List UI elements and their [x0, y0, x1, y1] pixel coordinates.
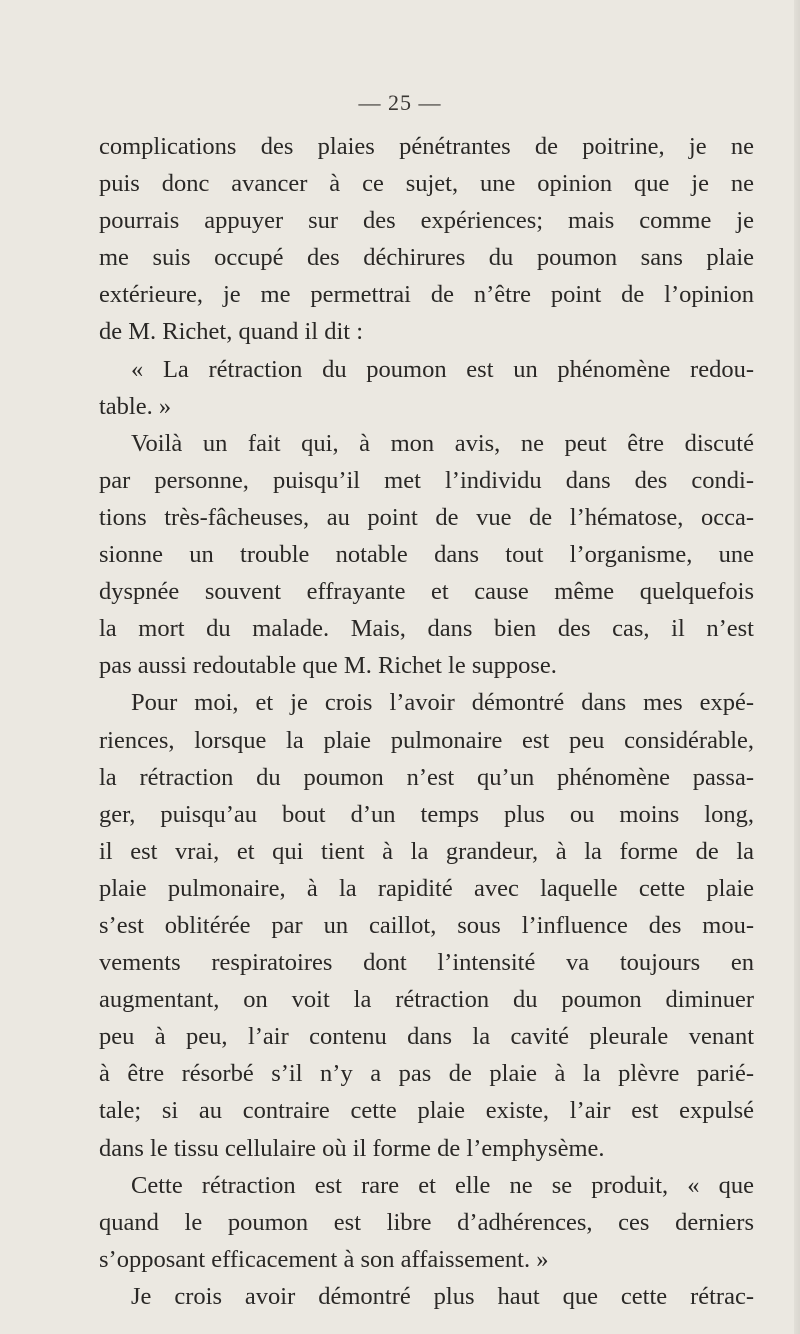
text-line: me suis occupé des déchirures du poumon sans plaie: [99, 244, 754, 272]
text-line: la rétraction du poumon n’est qu’un phénomène passa-: [99, 763, 754, 791]
text-line: vements respiratoires dont l’intensité va toujours en: [99, 949, 754, 977]
text-line: Pour moi, et je crois l’avoir démontré dans mes expé-: [131, 689, 754, 717]
text-line: s’opposant efficacement à son affaissement. »: [99, 1245, 549, 1273]
text-line: plaie pulmonaire, à la rapidité avec laquelle cette plaie: [99, 874, 754, 902]
page-edge-shadow: [794, 0, 800, 1334]
text-line: augmentant, on voit la rétraction du poumon diminuer: [99, 986, 754, 1014]
text-line: Je crois avoir démontré plus haut que cette rétrac-: [131, 1282, 754, 1310]
text-line: il est vrai, et qui tient à la grandeur, à la forme de la: [99, 837, 754, 865]
text-line: Voilà un fait qui, à mon avis, ne peut être discuté: [131, 429, 754, 457]
text-line: à être résorbé s’il n’y a pas de plaie à la plèvre parié-: [99, 1060, 754, 1088]
text-line: dyspnée souvent effrayante et cause même quelquefois: [99, 578, 754, 606]
page-number: — 25 —: [358, 90, 442, 115]
text-line: puis donc avancer à ce sujet, une opinion que je ne: [99, 170, 754, 198]
body-text: [99, 128, 754, 1315]
text-line: extérieure, je me permettrai de n’être point de l’opinion: [99, 281, 754, 309]
text-line: table. »: [99, 392, 172, 420]
text-line: riences, lorsque la plaie pulmonaire est peu considérable,: [99, 726, 754, 754]
text-line: tions très-fâcheuses, au point de vue de l’hématose, occa-: [99, 503, 754, 531]
text-line: de M. Richet, quand il dit :: [99, 318, 364, 346]
text-line: s’est oblitérée par un caillot, sous l’influence des mou-: [99, 911, 754, 939]
text-line: tale; si au contraire cette plaie existe, l’air est expulsé: [99, 1097, 754, 1125]
text-line: Cette rétraction est rare et elle ne se produit, « que: [131, 1171, 754, 1199]
text-line: dans le tissu cellulaire où il forme de l’emphysème.: [99, 1134, 605, 1162]
text-line: pas aussi redoutable que M. Richet le suppose.: [99, 652, 557, 680]
text-line: par personne, puisqu’il met l’individu dans des condi-: [99, 466, 754, 494]
text-line: complications des plaies pénétrantes de poitrine, je ne: [99, 133, 754, 160]
text-line: sionne un trouble notable dans tout l’organisme, une: [99, 541, 754, 569]
text-line: la mort du malade. Mais, dans bien des cas, il n’est: [99, 615, 754, 643]
text-line: ger, puisqu’au bout d’un temps plus ou moins long,: [99, 800, 754, 828]
text-line: pourrais appuyer sur des expériences; mais comme je: [99, 207, 754, 235]
text-line: peu à peu, l’air contenu dans la cavité pleurale venant: [99, 1023, 754, 1051]
text-line: « La rétraction du poumon est un phénomène redou-: [131, 355, 754, 383]
text-line: quand le poumon est libre d’adhérences, ces derniers: [99, 1208, 754, 1236]
